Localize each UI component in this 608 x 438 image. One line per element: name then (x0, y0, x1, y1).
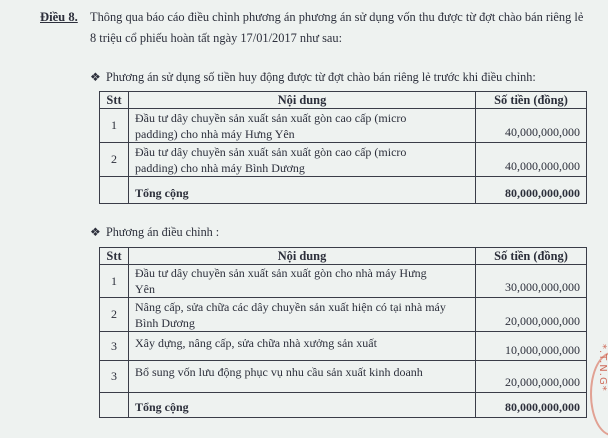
company-seal-text: *.T.N.G* (597, 344, 608, 392)
row-content-line-1: Đầu tư dây chuyền sản xuất sản xuất gòn cao cấp (micro (135, 144, 407, 159)
header-stt: Stt (100, 248, 129, 265)
header-stt: Stt (100, 92, 129, 109)
diamond-bullet-icon: ❖ (90, 225, 101, 239)
row-amount: 20,000,000,000 (476, 298, 587, 332)
row-amount: 20,000,000,000 (476, 361, 587, 393)
row-content-line-1: Đầu tư dây chuyền sản xuất sản xuất gòn cho nhà máy Hưng (135, 266, 427, 280)
diamond-bullet-icon: ❖ (90, 70, 101, 84)
section-1-heading (90, 70, 536, 85)
section-2-title: Phương án điều chỉnh : (105, 225, 220, 239)
row-content-line-2: padding) cho nhà máy Hưng Yên (135, 126, 295, 141)
table-row (100, 265, 587, 298)
row-content (129, 265, 476, 298)
row-amount: 40,000,000,000 (476, 143, 587, 177)
article-text-line-1: Thông qua báo cáo điều chỉnh phương án phương án sử dụng vốn thu được từ đợt chào bán riêng lẻ (90, 10, 584, 24)
table-row (100, 332, 587, 361)
row-content-line-2: Bình Dương (135, 315, 195, 330)
row-content (129, 332, 476, 361)
section-1-title: Phương án sử dụng số tiền huy động được từ đợt chào bán riêng lẻ trước khi điều chỉnh: (105, 70, 536, 84)
total-stt-empty (100, 177, 129, 204)
header-amount: Số tiền (đồng) (476, 248, 587, 265)
row-content-line-1: Nâng cấp, sửa chữa các dây chuyền sản xuất hiện có tại nhà máy (135, 299, 446, 314)
total-row (100, 177, 587, 204)
row-stt: 1 (100, 265, 129, 298)
row-content-line-2: padding) cho nhà máy Bình Dương (135, 160, 305, 175)
table-row (100, 361, 587, 393)
table-row (100, 298, 587, 332)
row-content-line-1: Bổ sung vốn lưu động phục vụ nhu cầu sản xuất kinh doanh (135, 365, 423, 379)
table-row (100, 143, 587, 177)
total-label: Tổng cộng (129, 393, 476, 418)
total-row (100, 393, 587, 418)
header-content: Nội dung (129, 92, 476, 109)
row-content (129, 143, 476, 177)
row-content-line-1: Xây dựng, nâng cấp, sửa chữa nhà xưởng sản xuất (135, 336, 377, 350)
table-header-row (100, 92, 587, 109)
total-amount: 80,000,000,000 (476, 393, 587, 418)
row-content-line-1: Đầu tư dây chuyền sản xuất sản xuất gòn cao cấp (micro (135, 110, 407, 125)
row-stt: 3 (100, 332, 129, 361)
total-amount: 80,000,000,000 (476, 177, 587, 204)
row-stt: 3 (100, 361, 129, 393)
table-row (100, 109, 587, 143)
adjusted-plan-table (99, 247, 587, 418)
table-header-row (100, 248, 587, 265)
row-stt: 2 (100, 298, 129, 332)
header-content: Nội dung (129, 248, 476, 265)
row-content-line-2: Yên (135, 282, 155, 296)
original-plan-table (99, 91, 587, 204)
row-content (129, 298, 476, 332)
row-content (129, 109, 476, 143)
article-label: Điều 8. (40, 10, 78, 24)
row-amount: 10,000,000,000 (476, 332, 587, 361)
row-content (129, 361, 476, 393)
row-stt: 2 (100, 143, 129, 177)
header-amount: Số tiền (đồng) (476, 92, 587, 109)
row-amount: 40,000,000,000 (476, 109, 587, 143)
article-text-line-2: 8 triệu cổ phiếu hoàn tất ngày 17/01/2017 như sau: (90, 31, 343, 45)
row-stt: 1 (100, 109, 129, 143)
total-stt-empty (100, 393, 129, 418)
total-label: Tổng cộng (129, 177, 476, 204)
row-amount: 30,000,000,000 (476, 265, 587, 298)
section-2-heading (90, 225, 219, 240)
